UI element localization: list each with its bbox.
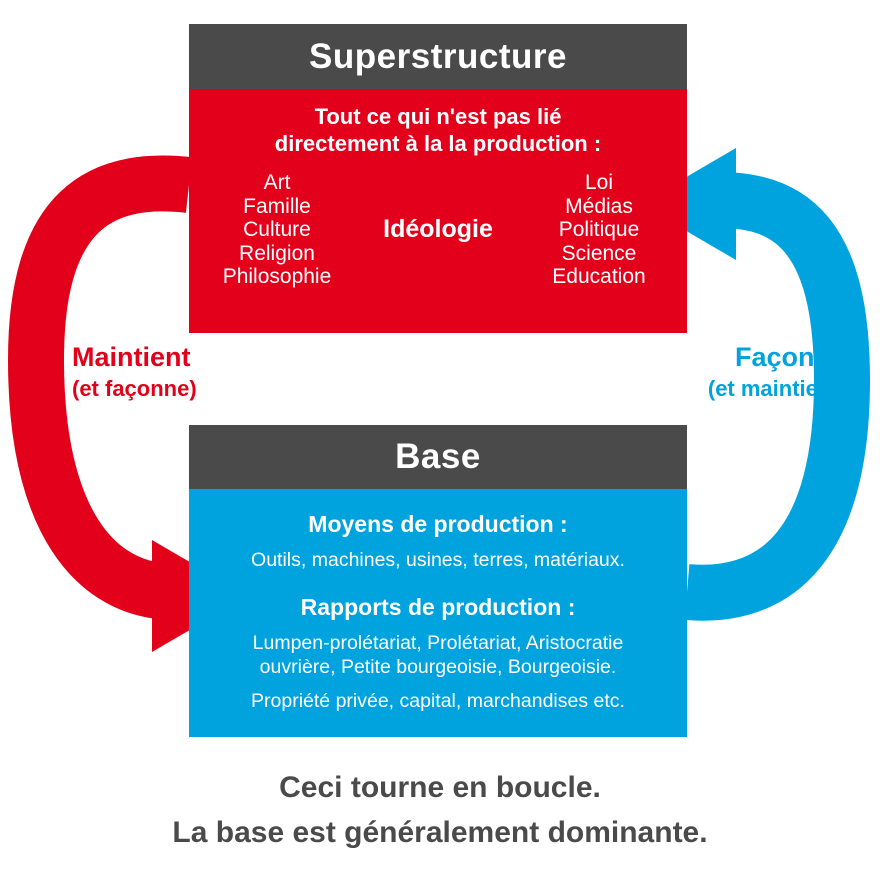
superstructure-intro-line2: directement à la la production : [274,131,602,156]
superstructure-panel [189,24,687,333]
superstructure-intro [189,103,687,157]
right-arrow-label-sub: (et maintient) [707,376,846,401]
superstructure-left-item: Philosophie [222,265,332,288]
base-means-title: Moyens de production : [308,511,568,537]
right-arrow-label [616,340,846,404]
left-arrow-label-main: Maintient [72,342,191,372]
superstructure-right-item: Science [561,241,637,265]
superstructure-header: Superstructure [189,24,687,89]
superstructure-intro-line1: Tout ce qui n'est pas lié [314,104,562,129]
right-arrow-label-main: Façonne [734,342,846,372]
superstructure-columns [189,171,687,289]
superstructure-right-item: Politique [558,218,640,241]
base-header: Base [189,425,687,489]
footer-line2: La base est généralement dominante. [172,816,708,849]
superstructure-right-item: Education [552,265,646,288]
left-arrow-label-sub: (et façonne) [72,376,197,401]
base-means-text: Outils, machines, usines, terres, matériaux. [251,549,625,571]
base-relations-line1: Lumpen-prolétariat, Prolétariat, Aristocratie [252,632,624,654]
base-relations-line2: ouvrière, Petite bourgeoisie, Bourgeoisie. [259,656,617,678]
superstructure-left-item: Art [263,171,291,194]
base-body [189,489,687,737]
superstructure-left-item: Famille [243,194,311,218]
footer-line1: Ceci tourne en boucle. [279,771,601,804]
base-relations-title: Rapports de production : [300,594,576,620]
superstructure-right-item: Loi [584,171,614,194]
left-arrow-label [72,340,292,404]
superstructure-right-item: Médias [565,194,633,218]
superstructure-right-column [529,171,669,289]
base-panel [189,425,687,737]
superstructure-left-item: Culture [243,218,311,241]
superstructure-left-column [207,171,347,289]
superstructure-body [189,89,687,333]
superstructure-center-label: Idéologie [383,215,493,244]
base-property-text: Propriété privée, capital, marchandises etc. [251,690,625,712]
superstructure-left-item: Religion [239,241,315,265]
base-relations-text [189,631,687,679]
footer-caption [0,765,880,855]
